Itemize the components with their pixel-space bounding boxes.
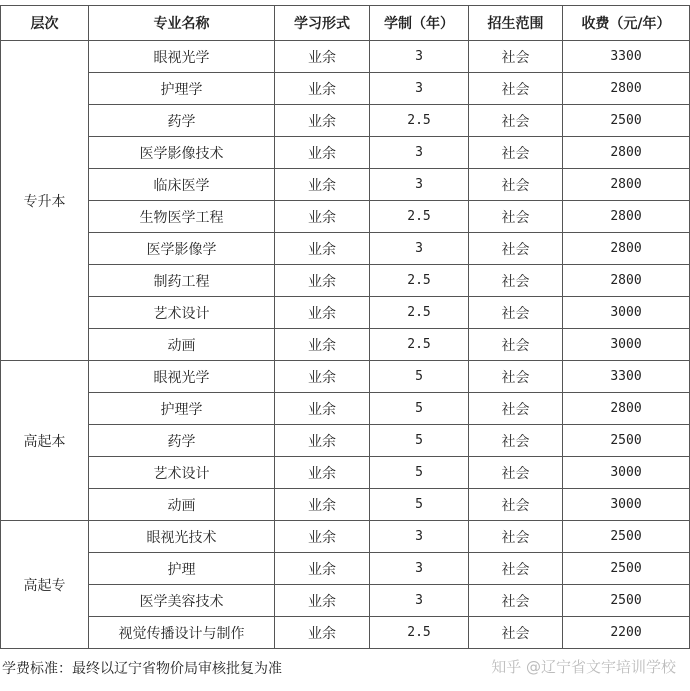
- fee-cell: 3300: [563, 41, 690, 73]
- fee-cell: 3000: [563, 297, 690, 329]
- table-row: [1, 393, 690, 425]
- major-cell: 眼视光学: [89, 41, 275, 73]
- fee-cell: 2800: [563, 137, 690, 169]
- major-cell: 医学美容技术: [89, 585, 275, 617]
- scope-cell: 社会: [469, 137, 563, 169]
- header-years: 学制（年）: [370, 6, 469, 41]
- years-cell: 2.5: [370, 265, 469, 297]
- mode-cell: 业余: [275, 297, 370, 329]
- major-cell: 艺术设计: [89, 297, 275, 329]
- years-cell: 5: [370, 393, 469, 425]
- scope-cell: 社会: [469, 105, 563, 137]
- header-mode: 学习形式: [275, 6, 370, 41]
- table-row: [1, 41, 690, 73]
- fee-cell: 2800: [563, 265, 690, 297]
- scope-cell: 社会: [469, 553, 563, 585]
- years-cell: 3: [370, 521, 469, 553]
- mode-cell: 业余: [275, 457, 370, 489]
- mode-cell: 业余: [275, 425, 370, 457]
- scope-cell: 社会: [469, 361, 563, 393]
- mode-cell: 业余: [275, 521, 370, 553]
- mode-cell: 业余: [275, 137, 370, 169]
- header-major: 专业名称: [89, 6, 275, 41]
- major-cell: 艺术设计: [89, 457, 275, 489]
- level-cell: 高起本: [1, 361, 89, 521]
- table-row: [1, 425, 690, 457]
- table-row: [1, 329, 690, 361]
- mode-cell: 业余: [275, 105, 370, 137]
- table-row: [1, 297, 690, 329]
- fee-cell: 2200: [563, 617, 690, 649]
- mode-cell: 业余: [275, 265, 370, 297]
- major-cell: 眼视光技术: [89, 521, 275, 553]
- table-row: [1, 361, 690, 393]
- scope-cell: 社会: [469, 169, 563, 201]
- years-cell: 5: [370, 361, 469, 393]
- major-cell: 动画: [89, 489, 275, 521]
- scope-cell: 社会: [469, 393, 563, 425]
- years-cell: 2.5: [370, 617, 469, 649]
- scope-cell: 社会: [469, 617, 563, 649]
- mode-cell: 业余: [275, 73, 370, 105]
- scope-cell: 社会: [469, 73, 563, 105]
- major-cell: 药学: [89, 105, 275, 137]
- table-row: [1, 233, 690, 265]
- scope-cell: 社会: [469, 489, 563, 521]
- fee-cell: 3000: [563, 457, 690, 489]
- fee-cell: 2800: [563, 201, 690, 233]
- mode-cell: 业余: [275, 201, 370, 233]
- mode-cell: 业余: [275, 329, 370, 361]
- scope-cell: 社会: [469, 329, 563, 361]
- mode-cell: 业余: [275, 233, 370, 265]
- table-body: [1, 41, 690, 649]
- scope-cell: 社会: [469, 41, 563, 73]
- scope-cell: 社会: [469, 457, 563, 489]
- years-cell: 3: [370, 41, 469, 73]
- fee-cell: 2800: [563, 169, 690, 201]
- fee-cell: 2500: [563, 425, 690, 457]
- major-cell: 临床医学: [89, 169, 275, 201]
- table-row: [1, 521, 690, 553]
- mode-cell: 业余: [275, 361, 370, 393]
- mode-cell: 业余: [275, 617, 370, 649]
- header-level: 层次: [1, 6, 89, 41]
- table-row: [1, 585, 690, 617]
- table-row: [1, 201, 690, 233]
- footer: [0, 648, 690, 691]
- fee-cell: 3000: [563, 329, 690, 361]
- fee-cell: 2500: [563, 521, 690, 553]
- fee-cell: 3300: [563, 361, 690, 393]
- major-cell: 医学影像技术: [89, 137, 275, 169]
- mode-cell: 业余: [275, 393, 370, 425]
- fee-cell: 2800: [563, 393, 690, 425]
- scope-cell: 社会: [469, 585, 563, 617]
- major-cell: 视觉传播设计与制作: [89, 617, 275, 649]
- scope-cell: 社会: [469, 265, 563, 297]
- scope-cell: 社会: [469, 297, 563, 329]
- table-row: [1, 73, 690, 105]
- major-cell: 护理学: [89, 73, 275, 105]
- years-cell: 3: [370, 137, 469, 169]
- table-row: [1, 457, 690, 489]
- years-cell: 5: [370, 489, 469, 521]
- scope-cell: 社会: [469, 233, 563, 265]
- fee-cell: 2500: [563, 585, 690, 617]
- fee-cell: 2500: [563, 553, 690, 585]
- table-row: [1, 137, 690, 169]
- mode-cell: 业余: [275, 489, 370, 521]
- years-cell: 2.5: [370, 297, 469, 329]
- years-cell: 3: [370, 585, 469, 617]
- years-cell: 5: [370, 425, 469, 457]
- major-cell: 药学: [89, 425, 275, 457]
- fee-standard-note: 学费标准：最终以辽宁省物价局审核批复为准: [2, 661, 282, 677]
- fee-cell: 2800: [563, 73, 690, 105]
- mode-cell: 业余: [275, 585, 370, 617]
- major-cell: 眼视光学: [89, 361, 275, 393]
- years-cell: 3: [370, 553, 469, 585]
- major-cell: 护理学: [89, 393, 275, 425]
- fee-cell: 2500: [563, 105, 690, 137]
- table-row: [1, 553, 690, 585]
- major-cell: 护理: [89, 553, 275, 585]
- scope-cell: 社会: [469, 425, 563, 457]
- mode-cell: 业余: [275, 553, 370, 585]
- level-cell: 高起专: [1, 521, 89, 649]
- years-cell: 3: [370, 169, 469, 201]
- scope-cell: 社会: [469, 201, 563, 233]
- major-cell: 生物医学工程: [89, 201, 275, 233]
- major-cell: 制药工程: [89, 265, 275, 297]
- major-cell: 动画: [89, 329, 275, 361]
- table-row: [1, 489, 690, 521]
- table-row: [1, 169, 690, 201]
- scope-cell: 社会: [469, 521, 563, 553]
- years-cell: 2.5: [370, 201, 469, 233]
- table-row: [1, 105, 690, 137]
- years-cell: 2.5: [370, 329, 469, 361]
- header-scope: 招生范围: [469, 6, 563, 41]
- years-cell: 2.5: [370, 105, 469, 137]
- level-cell: 专升本: [1, 41, 89, 361]
- mode-cell: 业余: [275, 41, 370, 73]
- tuition-table: [0, 5, 690, 649]
- years-cell: 3: [370, 73, 469, 105]
- table-row: [1, 617, 690, 649]
- table-header-row: [1, 6, 690, 41]
- major-cell: 医学影像学: [89, 233, 275, 265]
- years-cell: 3: [370, 233, 469, 265]
- years-cell: 5: [370, 457, 469, 489]
- fee-cell: 2800: [563, 233, 690, 265]
- table-row: [1, 265, 690, 297]
- watermark: 知乎 @辽宁省文宇培训学校: [491, 658, 676, 676]
- mode-cell: 业余: [275, 169, 370, 201]
- header-fee: 收费（元/年）: [563, 6, 690, 41]
- fee-cell: 3000: [563, 489, 690, 521]
